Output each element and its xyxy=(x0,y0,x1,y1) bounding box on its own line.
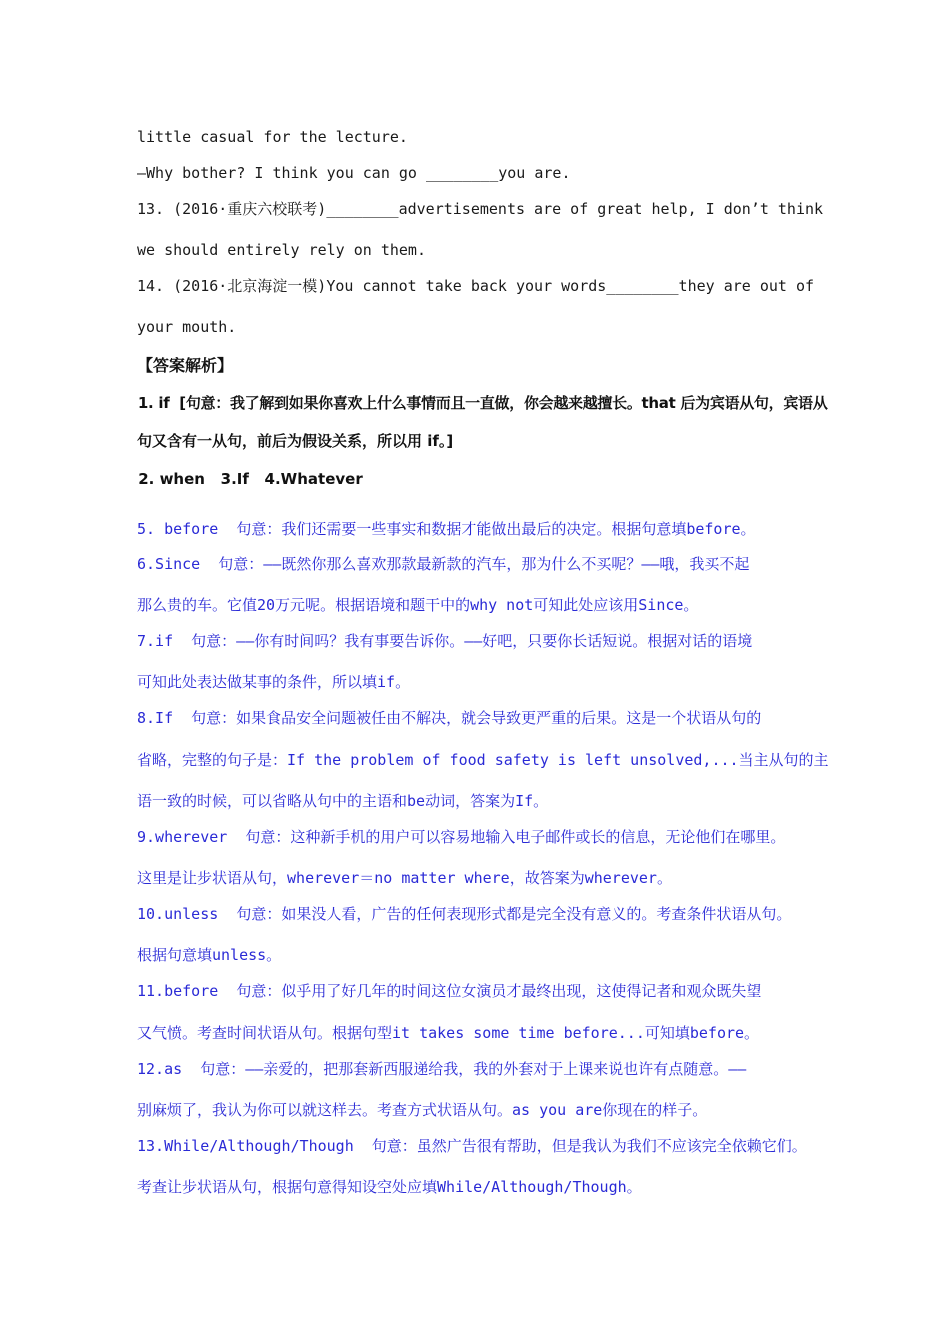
exercise-13-line: 13. (2016·重庆六校联考)________advertisements are of great help, I don’t think xyxy=(137,200,824,218)
answer-10-line: 根据句意填unless。 xyxy=(137,946,282,964)
answer-8-line: 语一致的时候，可以省略从句中的主语和be动词，答案为If。 xyxy=(137,792,549,810)
answer-1-line: 1. if [句意：我了解到如果你喜欢上什么事情而且一直做，你会越来越擅长。that 后为宾语从句，宾语从 xyxy=(133,394,828,412)
answer-12-line: 别麻烦了，我认为你可以就这样去。考查方式状语从句。as you are你现在的样子。 xyxy=(137,1101,708,1119)
answer-5-line: 5. before 句意：我们还需要一些事实和数据才能做出最后的决定。根据句意填before。 xyxy=(137,520,756,538)
answers-heading: 【答案解析】 xyxy=(137,356,234,375)
answer-9-line: 这里是让步状语从句，wherever＝no matter where，故答案为wherever。 xyxy=(137,869,672,887)
answer-1-line: 句又含有一从句，前后为假设关系，所以用 if。] xyxy=(137,432,454,450)
exercise-13-line: we should entirely rely on them. xyxy=(137,241,426,259)
answer-12-line: 12.as 句意：——亲爱的，把那套新西服递给我，我的外套对于上课来说也许有点随意。—— xyxy=(137,1060,747,1078)
answer-13-line: 13.While/Although/Though 句意：虽然广告很有帮助，但是我认为我们不应该完全依赖它们。 xyxy=(137,1137,807,1155)
answer-9-line: 9.wherever 句意：这种新手机的用户可以容易地输入电子邮件或长的信息，无论他们在哪里。 xyxy=(137,828,786,846)
exercise-14-line: 14. (2016·北京海淀一模)You cannot take back your words________they are out of xyxy=(137,277,815,295)
exercise-line: —Why bother? I think you can go ________you are. xyxy=(137,164,571,182)
answer-7-line: 7.if 句意：——你有时间吗？我有事要告诉你。——好吧，只要你长话短说。根据对话的语境 xyxy=(137,632,753,650)
answer-6-line: 那么贵的车。它值20万元呢。根据语境和题干中的why not可知此处应该用Since。 xyxy=(137,596,699,614)
answer-2-4-line: 2. when 3.If 4.Whatever xyxy=(133,470,363,488)
answer-8-line: 省略，完整的句子是：If the problem of food safety is left unsolved,...当主从句的主 xyxy=(137,751,829,769)
answer-11-line: 又气愤。考查时间状语从句。根据句型it takes some time before...可知填before。 xyxy=(137,1024,760,1042)
answer-7-line: 可知此处表达做某事的条件，所以填if。 xyxy=(137,673,411,691)
exercise-line: little casual for the lecture. xyxy=(137,128,408,146)
exercise-14-line: your mouth. xyxy=(137,318,237,336)
answer-11-line: 11.before 句意：似乎用了好几年的时间这位女演员才最终出现，这使得记者和观众既失望 xyxy=(137,982,762,1000)
answer-13-line: 考查让步状语从句，根据句意得知设空处应填While/Although/Though。 xyxy=(137,1178,642,1196)
answer-6-line: 6.Since 句意：——既然你那么喜欢那款最新款的汽车，那为什么不买呢？——哦，我买不起 xyxy=(137,555,750,573)
answer-8-line: 8.If 句意：如果食品安全问题被任由不解决，就会导致更严重的后果。这是一个状语从句的 xyxy=(137,709,762,727)
answer-10-line: 10.unless 句意：如果没人看，广告的任何表现形式都是完全没有意义的。考查条件状语从句。 xyxy=(137,905,792,923)
